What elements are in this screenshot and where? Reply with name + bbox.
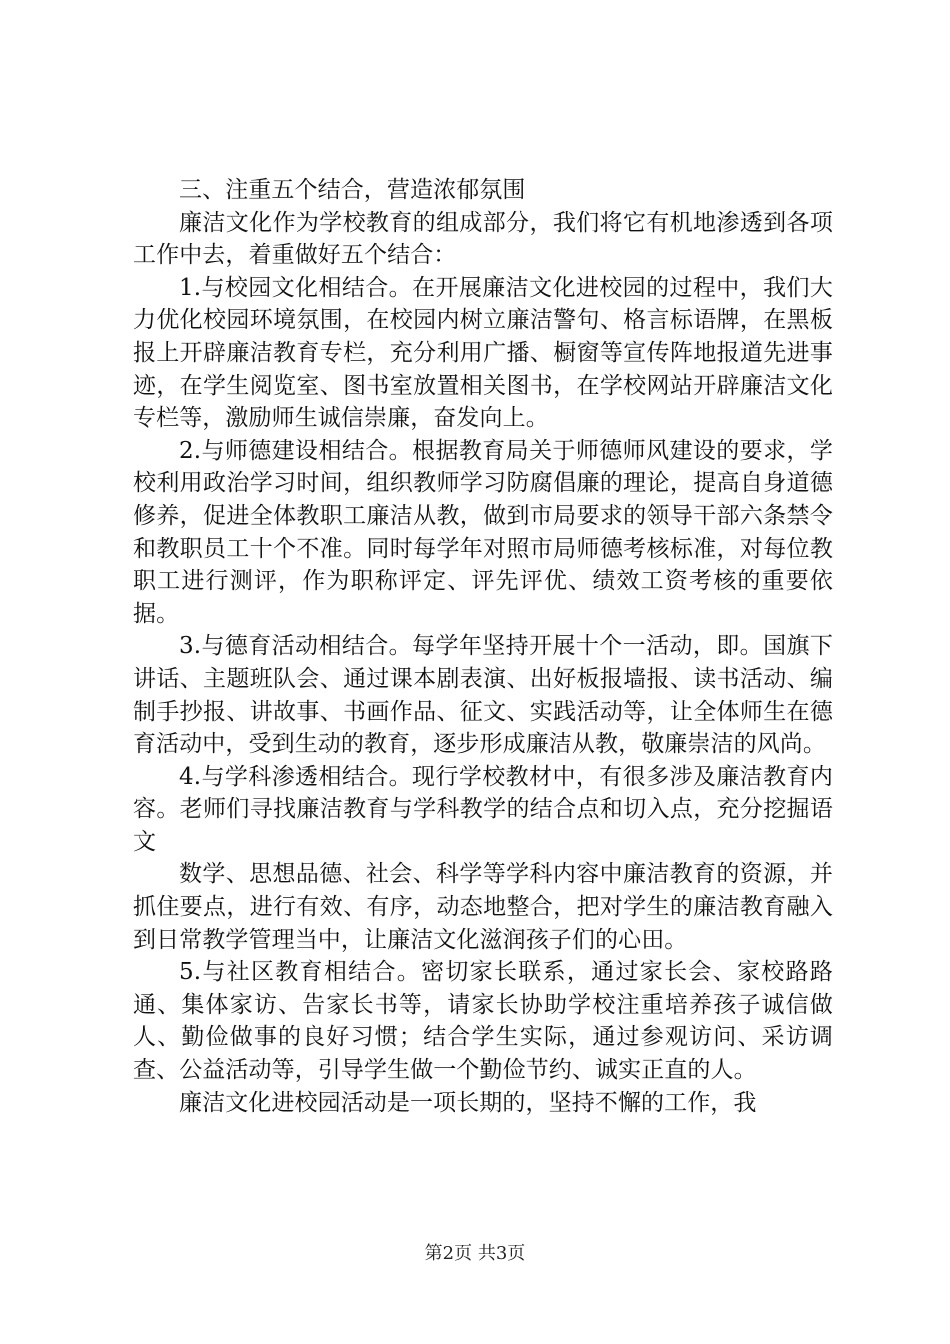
item-5-paragraph: 5.与社区教育相结合。密切家长联系，通过家长会、家校路路通、集体家访、告家长书等，请家长协助学校注重培养孩子诚信做人、勤俭做事的良好习惯；结合学生实际，通过参观访问、采访调查、公益活动等，引导学生做一个勤俭节约、诚实正直的人。 <box>133 959 833 1084</box>
item-1-paragraph: 1.与校园文化相结合。在开展廉洁文化进校园的过程中，我们大力优化校园环境氛围，在校园内树立廉洁警句、格言标语牌，在黑板报上开辟廉洁教育专栏，充分利用广播、橱窗等宣传阵地报道先进事迹，在学生阅览室、图书室放置相关图书，在学校网站开辟廉洁文化专栏等，激励师生诚信崇廉，奋发向上。 <box>133 274 833 432</box>
intro-paragraph: 廉洁文化作为学校教育的组成部分，我们将它有机地渗透到各项工作中去，着重做好五个结合： <box>133 209 833 269</box>
item-4-paragraph: 4.与学科渗透相结合。现行学校教材中，有很多涉及廉洁教育内容。老师们寻找廉洁教育与学科教学的结合点和切入点，充分挖掘语文 <box>133 763 833 855</box>
item-2-paragraph: 2.与师德建设相结合。根据教育局关于师德师风建设的要求，学校利用政治学习时间，组织教师学习防腐倡廉的理论，提高自身道德修养，促进全体教职工廉洁从教，做到市局要求的领导干部六条禁令和教职员工十个不准。同时每学年对照市局师德考核标准，对每位教职工进行测评，作为职称评定、评先评优、绩效工资考核的重要依据。 <box>133 437 833 627</box>
page-footer <box>0 1242 950 1266</box>
document-body <box>133 174 833 1119</box>
page-number: 第2页 共3页 <box>424 1243 526 1264</box>
section-heading: 三、注重五个结合，营造浓郁氛围 <box>179 177 526 203</box>
item-4-continuation-paragraph: 数学、思想品德、社会、科学等学科内容中廉洁教育的资源，并抓住要点，进行有效、有序，动态地整合，把对学生的廉洁教育融入到日常教学管理当中，让廉洁文化滋润孩子们的心田。 <box>133 861 833 953</box>
closing-paragraph: 廉洁文化进校园活动是一项长期的，坚持不懈的工作，我 <box>179 1089 757 1116</box>
item-3-paragraph: 3.与德育活动相结合。每学年坚持开展十个一活动，即。国旗下讲话、主题班队会、通过课本剧表演、出好板报墙报、读书活动、编制手抄报、讲故事、书画作品、征文、实践活动等，让全体师生在德育活动中，受到生动的教育，逐步形成廉洁从教，敬廉崇洁的风尚。 <box>133 633 833 758</box>
